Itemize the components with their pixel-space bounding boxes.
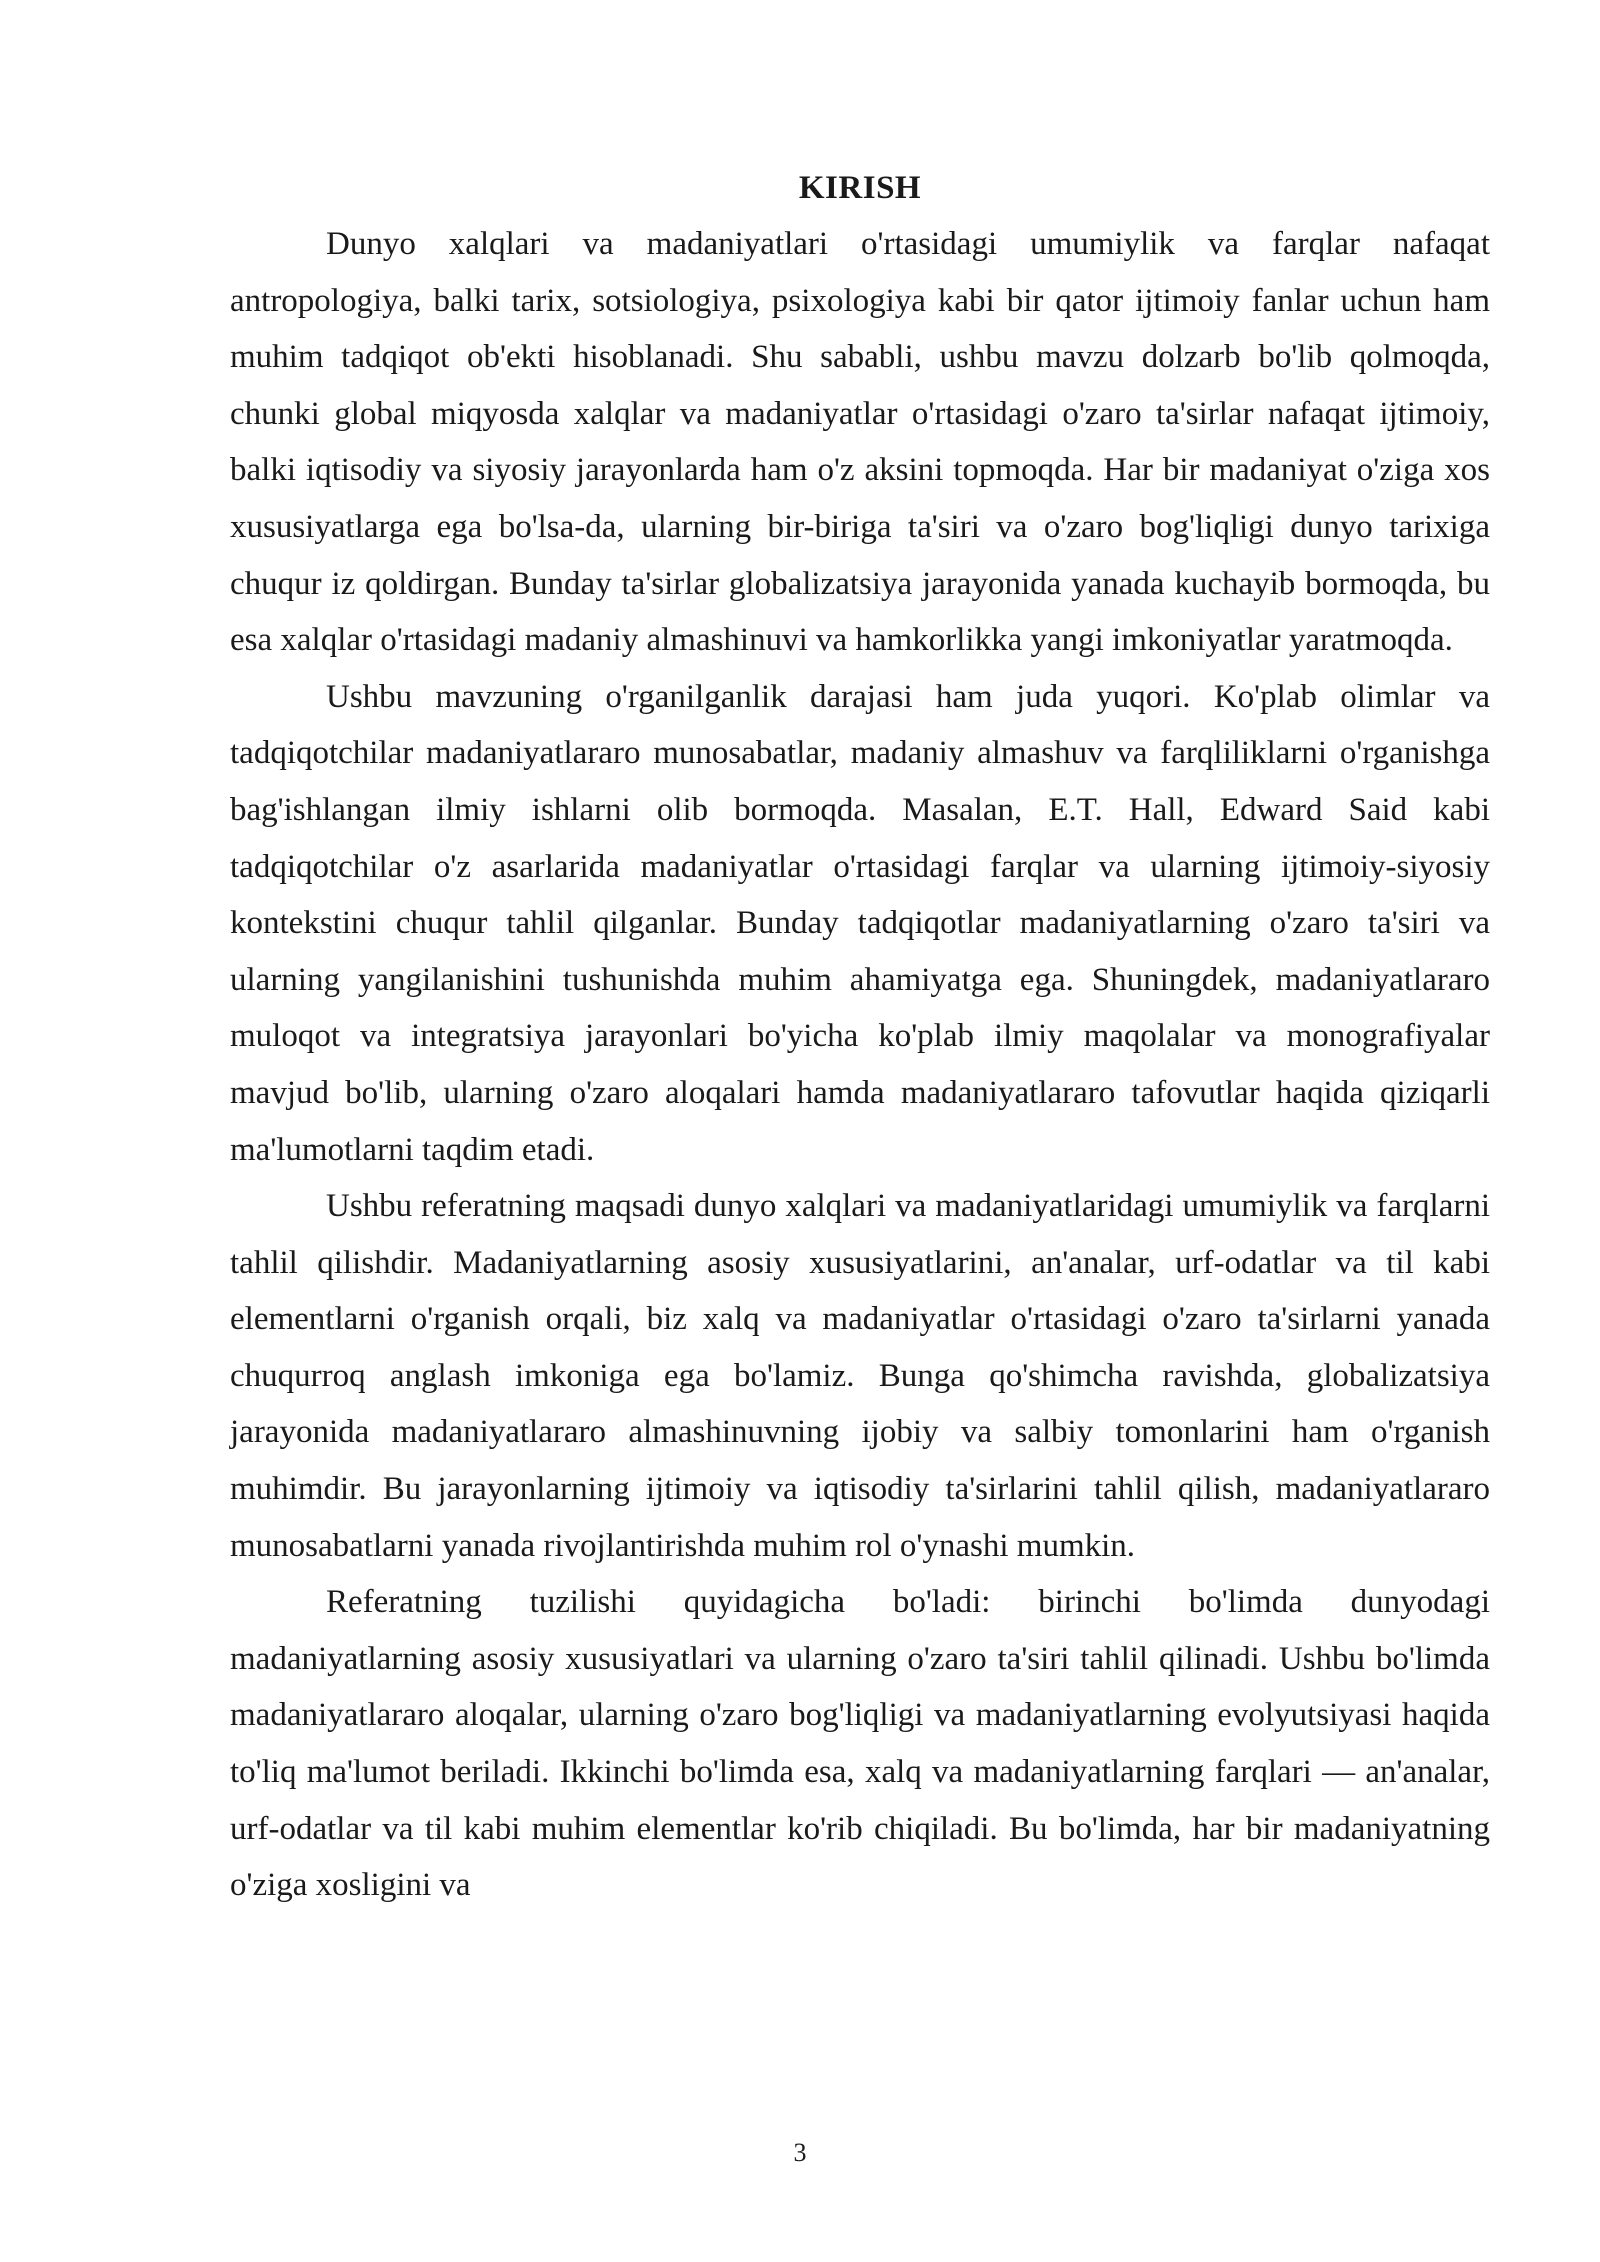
page-number: 3 <box>793 2138 807 2167</box>
paragraph-research-level: Ushbu mavzuning o'rganilganlik darajasi ham juda yuqori. Ko'plab olimlar va tadqiqotchilar madaniyatlararo munosabatlar, madaniy almashuv va farqliliklarni o'rganishga bag'ishlangan ilmiy ishlarni olib bormoqda. Masalan, E.T. Hall, Edward Said kabi tadqiqotchilar o'z asarlarida madaniyatlar o'rtasidagi farqlar va ularning ijtimoiy-siyosiy kontekstini chuqur tahlil qilganlar. Bunday tadqiqotlar madaniyatlarning o'zaro ta'siri va ularning yangilanishini tushunishda muhim ahamiyatga ega. Shuningdek, madaniyatlararo muloqot va integratsiya jarayonlari bo'yicha ko'plab ilmiy maqolalar va monografiyalar mavjud bo'lib, ularning o'zaro aloqalari hamda madaniyatlararo tafovutlar haqida qiziqarli ma'lumotlarni taqdim etadi. <box>230 678 1490 1168</box>
paragraph-structure: Referatning tuzilishi quyidagicha bo'ladi: birinchi bo'limda dunyodagi madaniyatlarning asosiy xususiyatlari va ularning o'zaro ta'siri tahlil qilinadi. Ushbu bo'limda madaniyatlararo aloqalar, ularning o'zaro bog'liqligi va madaniyatlarning evolyutsiyasi haqida to'liq ma'lumot beriladi. Ikkinchi bo'limda esa, xalq va madaniyatlarning farqlari — an'analar, urf-odatlar va til kabi muhim elementlar ko'rib chiqiladi. Bu bo'limda, har bir madaniyatning o'ziga xosligini va <box>230 1584 1490 1904</box>
section-title: KIRISH <box>798 170 922 206</box>
paragraph-aim: Ushbu referatning maqsadi dunyo xalqlari va madaniyatlaridagi umumiylik va farqlarni tahlil qilishdir. Madaniyatlarning asosiy xususiyatlarini, an'analar, urf-odatlar va til kabi elementlarni o'rganish orqali, biz xalq va madaniyatlar o'rtasidagi o'zaro ta'sirlarni yanada chuqurroq anglash imkoniga ega bo'lamiz. Bunga qo'shimcha ravishda, globalizatsiya jarayonida madaniyatlararo almashinuvning ijobiy va salbiy tomonlarini ham o'rganish muhimdir. Bu jarayonlarning ijtimoiy va iqtisodiy ta'sirlarini tahlil qilish, madaniyatlararo munosabatlarni yanada rivojlantirishda muhim rol o'ynashi mumkin. <box>230 1188 1490 1564</box>
page-body <box>230 160 1490 1914</box>
paragraph-relevance: Dunyo xalqlari va madaniyatlari o'rtasidagi umumiylik va farqlar nafaqat antropologiya, balki tarix, sotsiologiya, psixologiya kabi bir qator ijtimoiy fanlar uchun ham muhim tadqiqot ob'ekti hisoblanadi. Shu sababli, ushbu mavzu dolzarb bo'lib qolmoqda, chunki global miqyosda xalqlar va madaniyatlar o'rtasidagi o'zaro ta'sirlar nafaqat ijtimoiy, balki iqtisodiy va siyosiy jarayonlarda ham o'z aksini topmoqda. Har bir madaniyat o'ziga xos xususiyatlarga ega bo'lsa-da, ularning bir-biriga ta'siri va o'zaro bog'liqligi dunyo tarixiga chuqur iz qoldirgan. Bunday ta'sirlar globalizatsiya jarayonida yanada kuchayib bormoqda, bu esa xalqlar o'rtasidagi madaniy almashinuvi va hamkorlikka yangi imkoniyatlar yaratmoqda. <box>230 226 1490 659</box>
